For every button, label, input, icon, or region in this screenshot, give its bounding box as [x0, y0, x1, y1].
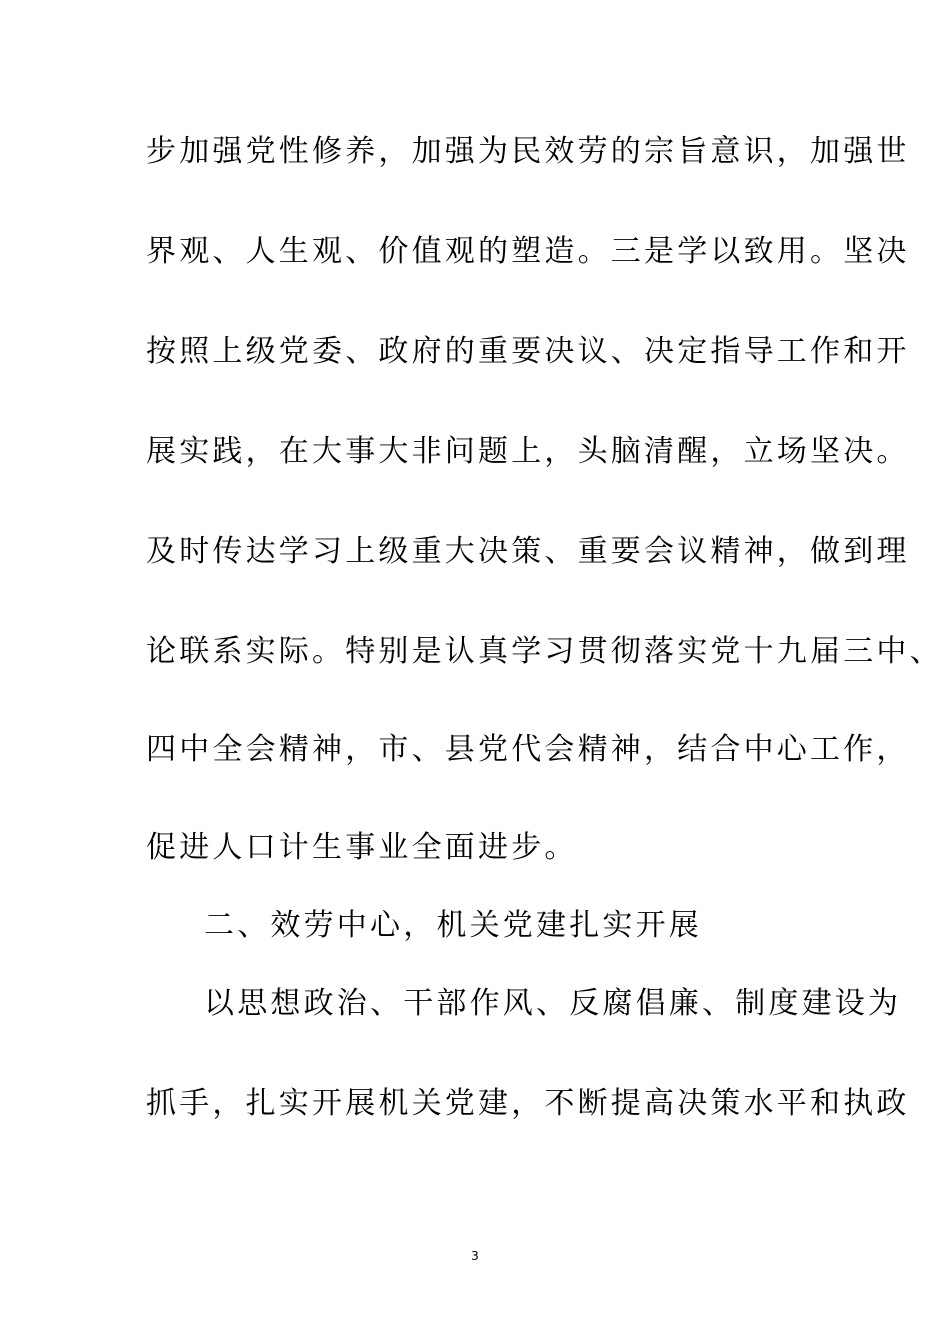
text-line-3: 按照上级党委、政府的重要决议、决定指导工作和开	[146, 334, 910, 369]
text-line-6: 论联系实际。特别是认真学习贯彻落实党十九届三中、	[146, 634, 943, 669]
text-line-8: 促进人口计生事业全面进步。	[146, 830, 578, 865]
text-line-11: 抓手，扎实开展机关党建，不断提高决策水平和执政	[146, 1086, 910, 1121]
section-heading: 二、效劳中心，机关党建扎实开展	[204, 908, 702, 943]
text-line-4: 展实践，在大事大非问题上，头脑清醒，立场坚决。	[146, 434, 910, 469]
text-line-1: 步加强党性修养，加强为民效劳的宗旨意识，加强世	[146, 134, 910, 169]
text-line-7: 四中全会精神，市、县党代会精神，结合中心工作，	[146, 732, 910, 767]
page-number: 3	[471, 1249, 479, 1263]
paragraph-first-line: 以思想政治、干部作风、反腐倡廉、制度建设为	[204, 986, 902, 1021]
text-line-5: 及时传达学习上级重大决策、重要会议精神，做到理	[146, 534, 910, 569]
text-line-2: 界观、人生观、价值观的塑造。三是学以致用。坚决	[146, 234, 910, 269]
